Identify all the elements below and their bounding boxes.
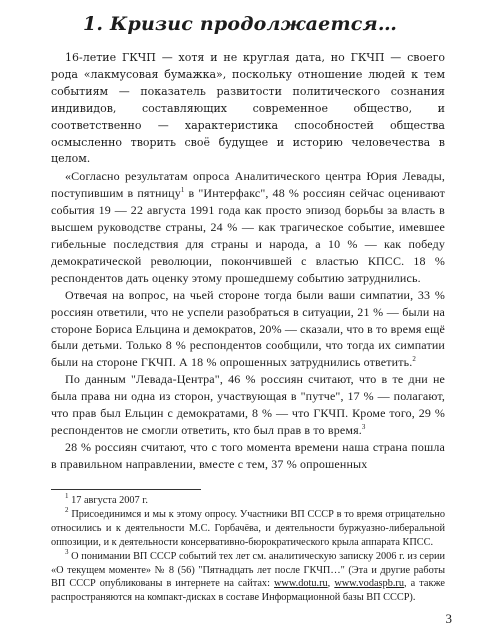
footnote-3-separator: , [327,578,335,590]
footnote-3-text-b: , а также распространяются на компакт-дисках в составе Информационной базы ВП СССР). [51,578,446,604]
footnote-ref-2[interactable]: 2 [412,355,417,364]
footnote-2-text: Присоединимся и мы к этому опросу. Участники ВП СССР в то время отрицательно относились и к деятельности М.С. Горбачёва, и деятельности буржуазно-либеральной оппозиции, и к деятельности консервативно-бюрократического крыла аппарата КПСС. [51,508,446,548]
footnote-1-text: 17 августа 2007 г. [71,495,148,506]
paragraph-1-text: 16-летие ГКЧП — хотя и не круглая дата, но ГКЧП — своего рода «лакмусовая бумажка», поскольку отношение людей к тем событиям — показатель развитости политического сознания индивидов, составляющих современное общество, и соответственно — характеристика способностей общества осмысленно творить своё будущее и историю человечества в целом. [51,51,445,166]
main-text [51,50,445,473]
link-dotu[interactable]: www.dotu.ru [274,578,328,590]
paragraph-2 [51,168,445,286]
paragraph-5-text: 28 % россиян считают, что с того момента времени наша страна пошла в правильном направлении, вместе с тем, 37 % опрошенных [51,439,445,471]
footnote-number-1: 1 [65,492,69,500]
footnote-separator [51,489,201,490]
footnote-1 [51,494,445,508]
paragraph-3-text: Отвечая на вопрос, на чьей стороне тогда были ваши симпатии, 33 % россиян ответили, что не успели разобраться в ситуации, 21 % — были на стороне Бориса Ельцина и демократов, 20% — сказали, что в то время ещё были детьми. Только 8 % респондентов сообщили, что тогда их симпатии были на стороне ГКЧП. А 18 % опрошенных затруднились ответить. [51,287,445,370]
paragraph-3 [51,287,445,372]
footnote-ref-1[interactable]: 1 [180,186,185,195]
page-number: 3 [445,611,452,626]
paragraph-5 [51,439,445,473]
footnotes [51,494,445,605]
paragraph-4-text: По данным "Левада-Центра", 46 % россиян считают, что в те дни не была права ни одна из сторон, участвующая в "путче", 17 % — полагают, что прав был Ельцин с демократами, 8 % — что ГКЧП. Кроме того, 29 % респондентов не смогли ответить, кто был прав в то время. [51,372,445,437]
footnote-number-3: 3 [65,547,69,556]
footnote-3-text-a: О понимании ВП СССР событий тех лет см. аналитическую записку 2006 г. из серии «О текущем моменте» № 8 (56) "Пятнадцать лет после ГКЧП…" (Эта и другие работы ВП СССР опубликованы в интернете на сайтах: [51,550,445,590]
footnote-3 [51,547,446,606]
footnote-number-2: 2 [65,505,69,514]
section-title: 1. Кризис продолжается… [82,13,398,35]
paragraph-2-text-a: «Согласно результатам опроса Аналитического центра Юрия Левады, поступившим в пятницу [51,169,445,201]
link-vodaspb[interactable]: www.vodaspb.ru [334,578,404,590]
paragraph-2-text-b: в "Интерфакс", 48 % россиян сейчас оценивают события 19 — 22 августа 1991 года как просто эпизод борьбы за власть в высшем руководстве страны, 24 % — как трагическое событие, имевшее гибельные последствия для страны и народа, а 10 % — как победу демократической революции, покончившей с властью КПСС. 18 % респондентов дать оценку этому прошедшему событию затруднились. [51,186,445,285]
paragraph-4 [51,371,445,439]
paragraph-1 [51,50,445,168]
footnote-ref-3[interactable]: 3 [361,422,366,431]
footnote-2 [51,505,446,550]
